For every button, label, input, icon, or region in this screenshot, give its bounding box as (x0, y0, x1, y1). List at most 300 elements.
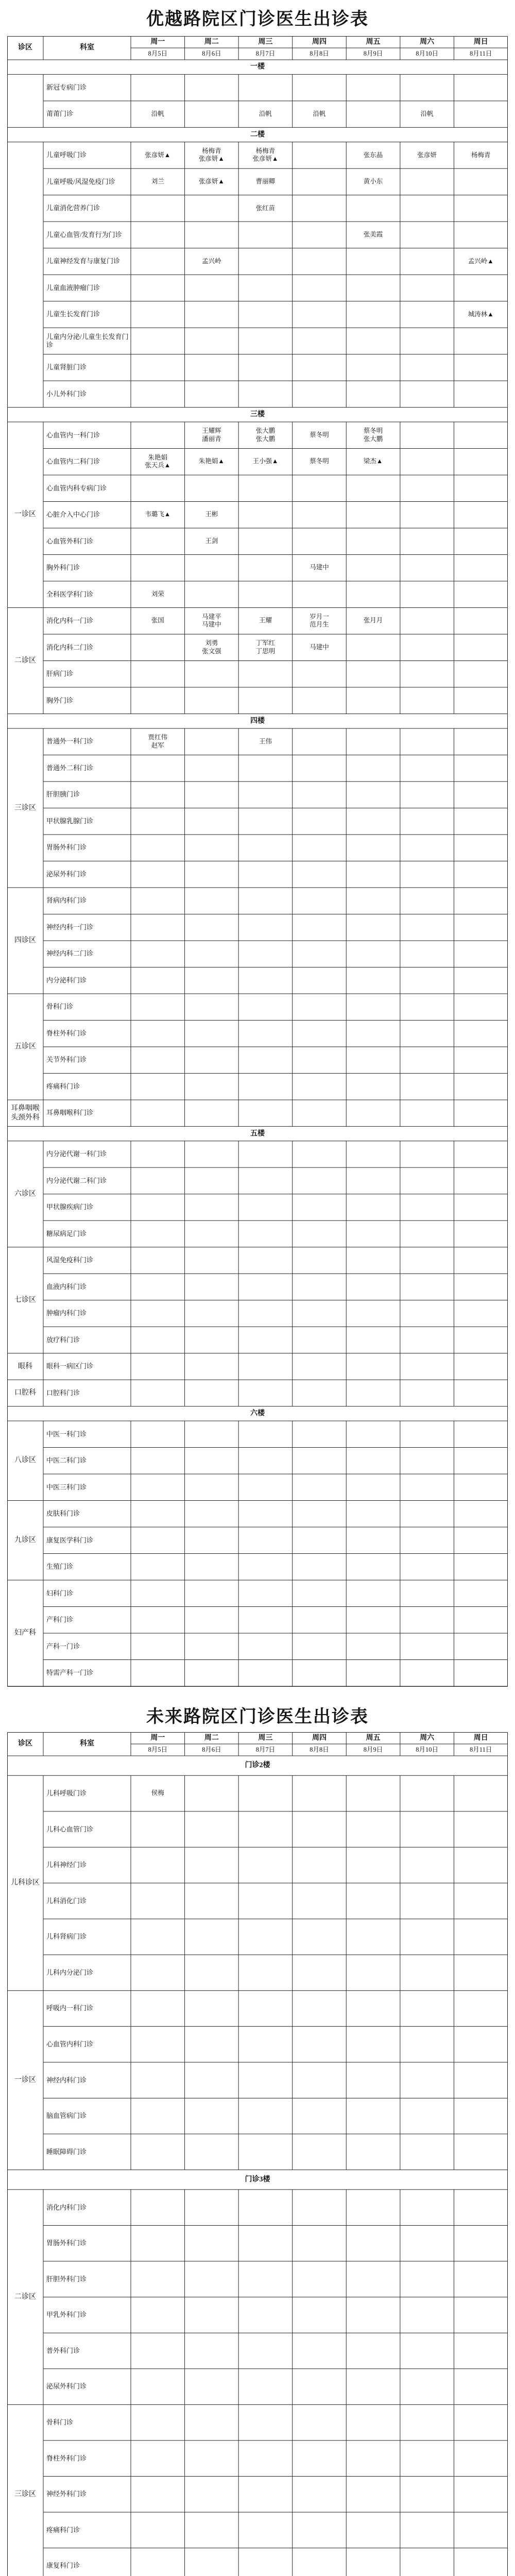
doctor-cell: 王耀 (259, 617, 272, 624)
doctor-cell (238, 914, 293, 941)
doctor-cell (185, 101, 239, 128)
doctor-cell (293, 2297, 347, 2333)
doctor-cell (238, 248, 293, 275)
doctor-cell (346, 1500, 400, 1527)
doctor-cell (400, 2333, 454, 2369)
doctor-cell (454, 1500, 508, 1527)
table-youyue (7, 36, 508, 1687)
doctor-cell: 朱艳娟 张天兵▲ (145, 453, 171, 469)
dept-cell: 脊柱外科门诊 (46, 1029, 87, 1037)
doctor-cell (400, 1047, 454, 1074)
doctor-cell (293, 1633, 347, 1660)
dept-cell: 神经内科门诊 (46, 2076, 87, 2084)
dept-cell: 儿科心血管门诊 (46, 1825, 94, 1833)
doctor-cell (293, 1580, 347, 1607)
doctor-cell (454, 101, 508, 128)
doctor-cell (185, 1811, 239, 1848)
doctor-cell (454, 687, 508, 714)
doctor-cell (293, 74, 347, 101)
doctor-cell (346, 528, 400, 555)
doctor-cell (238, 2261, 293, 2297)
doctor-cell (346, 1047, 400, 1074)
dept-cell: 心血管内科门诊 (46, 2040, 94, 2048)
doctor-cell (400, 634, 454, 661)
dept-cell: 儿童消化营养门诊 (46, 204, 100, 212)
doctor-cell (185, 1919, 239, 1955)
doctor-cell (400, 2404, 454, 2441)
doctor-cell (346, 2190, 400, 2226)
header-date: 8月7日 (255, 1745, 276, 1753)
doctor-cell (293, 275, 347, 301)
dept-cell: 中医三科门诊 (46, 1483, 87, 1491)
doctor-cell (454, 967, 508, 994)
dept-cell: 妇科门诊 (46, 1589, 74, 1597)
doctor-cell (454, 2297, 508, 2333)
doctor-cell (185, 888, 239, 914)
doctor-cell (454, 581, 508, 608)
area-cell: 口腔科 (14, 1389, 36, 1397)
doctor-cell (346, 1955, 400, 1991)
doctor-cell (346, 248, 400, 275)
doctor-cell (238, 1883, 293, 1919)
doctor-cell (454, 835, 508, 861)
doctor-cell (238, 2548, 293, 2576)
doctor-cell (293, 2225, 347, 2261)
doctor-cell (400, 967, 454, 994)
doctor-cell (131, 941, 185, 968)
doctor-cell (238, 2062, 293, 2098)
table-weilai (7, 1732, 508, 2576)
doctor-cell (400, 687, 454, 714)
doctor-cell (346, 2062, 400, 2098)
doctor-cell (238, 1775, 293, 1811)
dept-cell: 内分泌代谢二科门诊 (46, 1176, 107, 1184)
doctor-cell (454, 1020, 508, 1047)
doctor-cell (238, 1380, 293, 1406)
doctor-cell (185, 1141, 239, 1168)
doctor-cell (131, 1353, 185, 1380)
doctor-cell (346, 554, 400, 581)
doctor-cell (454, 1167, 508, 1194)
doctor-cell (238, 687, 293, 714)
doctor-cell (454, 2512, 508, 2548)
doctor-cell (131, 2404, 185, 2441)
doctor-cell: 沿帆 (151, 110, 164, 117)
dept-cell: 耳鼻咽喉科门诊 (46, 1109, 94, 1117)
doctor-cell (238, 1167, 293, 1194)
header-date: 8月10日 (416, 1745, 438, 1753)
doctor-cell (238, 1141, 293, 1168)
doctor-cell (346, 1020, 400, 1047)
doctor-cell (238, 2134, 293, 2170)
doctor-cell (238, 1327, 293, 1353)
doctor-cell (454, 74, 508, 101)
doctor-cell: 王伟 (259, 737, 272, 745)
area-cell: 妇产科 (14, 1629, 36, 1637)
doctor-cell (185, 1020, 239, 1047)
doctor-cell (293, 1327, 347, 1353)
dept-cell: 骨科门诊 (46, 1003, 74, 1011)
doctor-cell (238, 2404, 293, 2441)
doctor-cell (293, 1811, 347, 1848)
area-cell (7, 142, 43, 408)
doctor-cell (185, 2369, 239, 2405)
doctor-cell (131, 222, 185, 248)
header-date: 8月8日 (310, 49, 329, 57)
doctor-cell (293, 2026, 347, 2062)
doctor-cell (131, 1421, 185, 1448)
dept-cell: 小儿外科门诊 (46, 389, 87, 398)
area-cell: 九诊区 (14, 1536, 36, 1544)
doctor-cell (346, 2512, 400, 2548)
dept-cell: 内分泌代谢一科门诊 (46, 1150, 107, 1158)
doctor-cell (131, 2261, 185, 2297)
doctor-cell (454, 2062, 508, 2098)
doctor-cell (346, 1474, 400, 1501)
dept-cell: 康复科门诊 (46, 2562, 80, 2570)
doctor-cell (293, 808, 347, 835)
doctor-cell (293, 755, 347, 782)
doctor-cell (454, 1047, 508, 1074)
doctor-cell (185, 1073, 239, 1100)
doctor-cell (238, 1659, 293, 1686)
dept-cell: 口腔科门诊 (46, 1388, 80, 1397)
doctor-cell (400, 2261, 454, 2297)
doctor-cell (346, 1100, 400, 1127)
doctor-cell (185, 755, 239, 782)
doctor-cell (346, 967, 400, 994)
doctor-cell (346, 1991, 400, 2027)
doctor-cell (400, 994, 454, 1021)
doctor-cell (293, 2476, 347, 2512)
doctor-cell (131, 1274, 185, 1300)
doctor-cell (185, 728, 239, 755)
doctor-cell (131, 1141, 185, 1168)
doctor-cell (185, 808, 239, 835)
dept-cell: 心血管内二科门诊 (46, 457, 100, 466)
doctor-cell (400, 1247, 454, 1274)
doctor-cell (131, 1221, 185, 1247)
doctor-cell (185, 1421, 239, 1448)
floor-section: 三楼 (250, 411, 265, 419)
dept-cell: 儿科内分泌门诊 (46, 1968, 94, 1976)
dept-cell: 儿科消化门诊 (46, 1896, 87, 1905)
area-cell: 一诊区 (14, 2076, 36, 2084)
doctor-cell (131, 1553, 185, 1580)
doctor-cell (238, 475, 293, 502)
doctor-cell (238, 1353, 293, 1380)
doctor-cell (346, 1633, 400, 1660)
doctor-cell (400, 354, 454, 381)
dept-cell: 眼科一病区门诊 (46, 1362, 94, 1370)
floor-section: 一楼 (250, 63, 265, 71)
doctor-cell (185, 2333, 239, 2369)
doctor-cell (346, 328, 400, 354)
doctor-cell (400, 1606, 454, 1633)
doctor-cell: 朱艳娟▲ (198, 457, 225, 465)
area-cell: 八诊区 (14, 1456, 36, 1465)
doctor-cell (400, 275, 454, 301)
doctor-cell: 马建平 马建中 (202, 613, 221, 629)
header-date: 8月11日 (470, 1745, 492, 1753)
doctor-cell (346, 581, 400, 608)
doctor-cell (238, 1421, 293, 1448)
doctor-cell (346, 782, 400, 808)
doctor-cell (238, 2369, 293, 2405)
doctor-cell (454, 2548, 508, 2576)
doctor-cell (131, 1047, 185, 1074)
dept-cell: 呼吸内一科门诊 (46, 2004, 94, 2012)
doctor-cell (131, 1527, 185, 1554)
doctor-cell (131, 994, 185, 1021)
doctor-cell (131, 2026, 185, 2062)
doctor-cell (346, 1247, 400, 1274)
doctor-cell (131, 782, 185, 808)
doctor-cell (131, 1020, 185, 1047)
area-cell: 三诊区 (14, 2490, 36, 2498)
doctor-cell (238, 2476, 293, 2512)
dept-cell: 儿童神经发育与康复门诊 (46, 257, 121, 265)
doctor-cell (400, 2369, 454, 2405)
doctor-cell (346, 1447, 400, 1474)
doctor-cell (238, 888, 293, 914)
dept-cell: 脑血管病门诊 (46, 2112, 87, 2120)
doctor-cell (346, 2333, 400, 2369)
doctor-cell (238, 2225, 293, 2261)
doctor-cell (454, 222, 508, 248)
header-day: 周六 (420, 1734, 435, 1742)
doctor-cell (400, 301, 454, 328)
doctor-cell (454, 1955, 508, 1991)
doctor-cell (131, 1991, 185, 2027)
doctor-cell (400, 581, 454, 608)
doctor-cell (238, 528, 293, 555)
doctor-cell (346, 2261, 400, 2297)
doctor-cell (131, 74, 185, 101)
doctor-cell (185, 581, 239, 608)
doctor-cell (185, 1380, 239, 1406)
doctor-cell (346, 1300, 400, 1327)
doctor-cell (400, 808, 454, 835)
doctor-cell (400, 1883, 454, 1919)
doctor-cell (454, 1633, 508, 1660)
doctor-cell: 张彦妍 (417, 151, 437, 159)
dept-cell: 儿童心血管/发育行为门诊 (46, 230, 122, 239)
doctor-cell (346, 74, 400, 101)
doctor-cell (400, 1775, 454, 1811)
floor-section: 六楼 (250, 1410, 265, 1418)
doctor-cell (346, 2369, 400, 2405)
doctor-cell (454, 2369, 508, 2405)
doctor-cell (238, 354, 293, 381)
doctor-cell: 沿帆 (313, 110, 326, 117)
doctor-cell (400, 1811, 454, 1848)
doctor-cell: 城涛林▲ (468, 310, 494, 318)
doctor-cell (454, 2098, 508, 2134)
doctor-cell (454, 861, 508, 888)
doctor-cell (400, 1020, 454, 1047)
doctor-cell (454, 448, 508, 475)
doctor-cell (238, 222, 293, 248)
doctor-cell (238, 1500, 293, 1527)
dept-cell: 血液内科门诊 (46, 1282, 87, 1291)
doctor-cell (131, 634, 185, 661)
doctor-cell (131, 1073, 185, 1100)
doctor-cell: 张月月 (363, 617, 383, 624)
doctor-cell (238, 1527, 293, 1554)
doctor-cell (293, 222, 347, 248)
dept-cell: 儿科呼吸门诊 (46, 1789, 87, 1797)
doctor-cell (400, 1553, 454, 1580)
doctor-cell (131, 328, 185, 354)
doctor-cell: 沿帆 (420, 110, 434, 117)
doctor-cell (185, 660, 239, 687)
doctor-cell (293, 1955, 347, 1991)
header-day: 周四 (312, 1734, 327, 1742)
doctor-cell (131, 914, 185, 941)
doctor-cell (346, 1919, 400, 1955)
doctor-cell (454, 1274, 508, 1300)
doctor-cell (293, 1883, 347, 1919)
doctor-cell (185, 861, 239, 888)
doctor-cell (238, 755, 293, 782)
doctor-cell: 张国 (151, 617, 164, 624)
doctor-cell (454, 1474, 508, 1501)
doctor-cell (400, 1073, 454, 1100)
doctor-cell (346, 2404, 400, 2441)
doctor-cell (454, 607, 508, 634)
doctor-cell (346, 2548, 400, 2576)
doctor-cell (238, 1847, 293, 1883)
doctor-cell (346, 1380, 400, 1406)
doctor-cell (293, 2441, 347, 2477)
doctor-cell (293, 1421, 347, 1448)
doctor-cell (131, 1847, 185, 1883)
doctor-cell (131, 2134, 185, 2170)
doctor-cell (400, 1447, 454, 1474)
doctor-cell (346, 634, 400, 661)
doctor-cell (400, 861, 454, 888)
dept-cell: 儿童内分泌/儿童生长发育门诊 (46, 332, 129, 349)
dept-cell: 神经内科二门诊 (46, 950, 94, 958)
doctor-cell (346, 1883, 400, 1919)
header-date: 8月6日 (202, 1745, 221, 1753)
doctor-cell (293, 1167, 347, 1194)
doctor-cell (131, 1919, 185, 1955)
doctor-cell (185, 2297, 239, 2333)
doctor-cell (400, 1274, 454, 1300)
doctor-cell (400, 660, 454, 687)
doctor-cell (238, 835, 293, 861)
doctor-cell (185, 222, 239, 248)
doctor-cell (185, 2062, 239, 2098)
doctor-cell (400, 1659, 454, 1686)
doctor-cell (454, 728, 508, 755)
doctor-cell (293, 1274, 347, 1300)
header-dept: 科室 (80, 1740, 94, 1748)
doctor-cell (131, 2098, 185, 2134)
doctor-cell (293, 1020, 347, 1047)
doctor-cell (185, 2026, 239, 2062)
doctor-cell (185, 1300, 239, 1327)
doctor-cell (346, 2441, 400, 2477)
dept-cell: 全科医学科门诊 (46, 590, 94, 598)
doctor-cell (400, 1474, 454, 1501)
doctor-cell (400, 1167, 454, 1194)
doctor-cell (185, 914, 239, 941)
doctor-cell (346, 2098, 400, 2134)
doctor-cell: 侯梅 (151, 1789, 164, 1797)
doctor-cell (293, 1991, 347, 2027)
doctor-cell (346, 2026, 400, 2062)
doctor-cell (293, 1380, 347, 1406)
header-date: 8月8日 (310, 1745, 329, 1753)
doctor-cell (400, 248, 454, 275)
dept-cell: 儿童肾脏门诊 (46, 363, 87, 371)
doctor-cell (293, 1221, 347, 1247)
floor-section: 五楼 (250, 1129, 265, 1138)
doctor-cell (454, 1327, 508, 1353)
doctor-cell (400, 1847, 454, 1883)
doctor-cell (293, 2261, 347, 2297)
area-cell: 三诊区 (14, 804, 36, 812)
doctor-cell: 张东晶 (363, 151, 383, 159)
doctor-cell (454, 1247, 508, 1274)
doctor-cell (293, 994, 347, 1021)
doctor-cell (185, 554, 239, 581)
doctor-cell (400, 2026, 454, 2062)
doctor-cell (400, 2098, 454, 2134)
doctor-cell (454, 1353, 508, 1380)
doctor-cell (238, 1580, 293, 1607)
doctor-cell (346, 1553, 400, 1580)
doctor-cell: 张美霞 (363, 231, 383, 239)
doctor-cell (185, 195, 239, 222)
dept-cell: 中医一科门诊 (46, 1430, 87, 1438)
dept-cell: 儿科肾病门诊 (46, 1933, 87, 1941)
doctor-cell (238, 941, 293, 968)
doctor-cell: 蔡冬明 (310, 457, 329, 465)
doctor-cell (185, 994, 239, 1021)
doctor-cell (400, 2297, 454, 2333)
doctor-cell (185, 354, 239, 381)
dept-cell: 甲状腺乳腺门诊 (46, 817, 94, 825)
doctor-cell (293, 782, 347, 808)
doctor-cell: 刘兰 (151, 178, 164, 185)
doctor-cell (400, 914, 454, 941)
doctor-cell (238, 1991, 293, 2027)
doctor-cell: 张红苗 (255, 204, 276, 212)
doctor-cell (293, 381, 347, 408)
doctor-cell (131, 1327, 185, 1353)
dept-cell: 儿童呼吸门诊 (46, 151, 87, 159)
doctor-cell: 刘荣 (151, 590, 164, 598)
doctor-cell (293, 475, 347, 502)
doctor-cell (400, 554, 454, 581)
doctor-cell (400, 195, 454, 222)
doctor-cell (185, 1553, 239, 1580)
doctor-cell (454, 1606, 508, 1633)
doctor-cell (185, 2190, 239, 2226)
dept-cell: 特需产科一门诊 (46, 1669, 94, 1677)
doctor-cell (454, 2261, 508, 2297)
doctor-cell (238, 967, 293, 994)
dept-cell: 胃肠外科门诊 (46, 843, 87, 852)
doctor-cell (454, 1100, 508, 1127)
dept-cell: 泌尿外科门诊 (46, 2382, 87, 2391)
dept-cell: 肝胆胰门诊 (46, 790, 80, 799)
doctor-cell (454, 1527, 508, 1554)
